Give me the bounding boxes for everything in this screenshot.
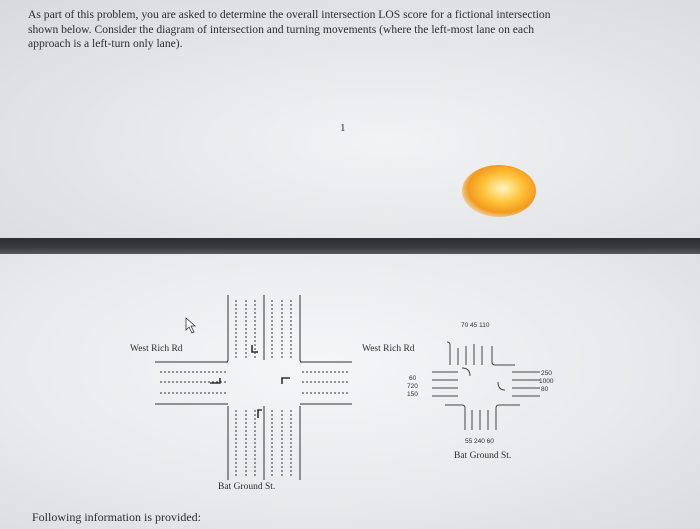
problem-line-3: approach is a left-turn only lane). [28, 37, 183, 50]
problem-line-1: As part of this problem, you are asked to determine the overall intersection LOS score for a fictional intersection [28, 8, 551, 21]
east-volume-2: 1000 [539, 378, 554, 385]
problem-line-2: shown below. Consider the diagram of intersection and turning movements (where the left-most lane on each [28, 22, 535, 36]
east-volume-1: 250 [541, 370, 552, 377]
west-volume-3: 150 [407, 391, 418, 398]
north-volumes: 70 45 110 [461, 322, 490, 329]
right-west-street-label: West Rich Rd [362, 344, 415, 354]
west-volume-2: 720 [407, 383, 418, 390]
right-south-street-label: Bat Ground St. [454, 451, 512, 461]
west-volume-1: 60 [409, 375, 417, 382]
east-volume-3: 80 [541, 386, 549, 393]
south-volumes: 55 240 60 [465, 438, 494, 445]
page-number: 1 [340, 122, 346, 134]
left-west-street-label: West Rich Rd [130, 344, 183, 354]
footer-text: Following information is provided: [32, 510, 201, 524]
left-south-street-label: Bat Ground St. [218, 482, 276, 492]
